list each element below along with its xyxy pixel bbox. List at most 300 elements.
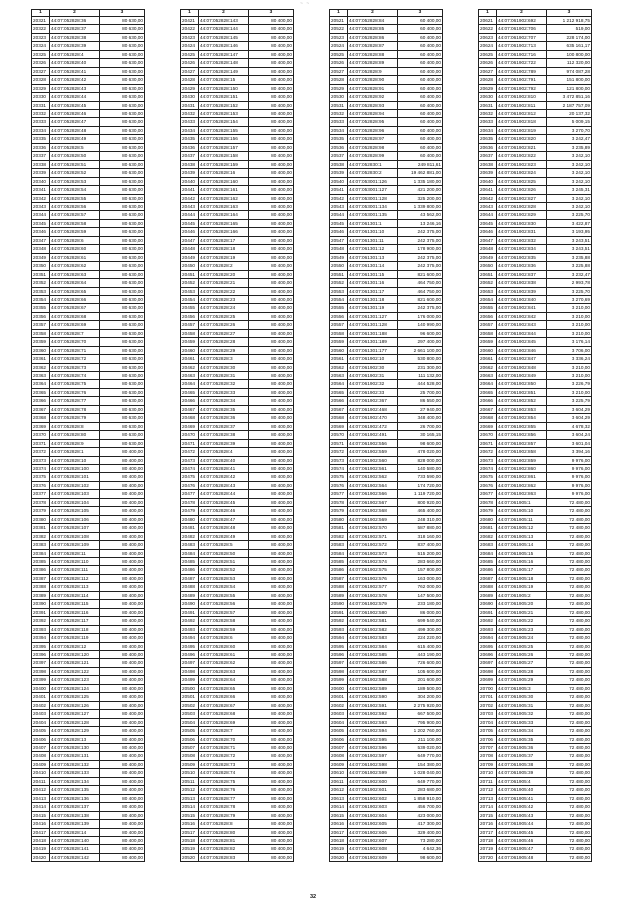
cadastral-value: 80 630,00 [100,109,145,117]
cadastral-value: 72 480,00 [547,591,592,599]
table-row [479,836,592,844]
table-row [330,718,443,726]
cadastral-number: 44:07:061902:585 [348,650,398,658]
table-row [330,279,443,287]
column-header-3: 3 [249,10,294,17]
cadastral-value: 96 600,00 [398,329,443,337]
cadastral-number: 44:07:052828:147 [199,50,249,58]
row-number: 20323 [32,33,50,41]
table-row [479,338,592,346]
table-row [32,828,145,836]
table-row [479,490,592,498]
cadastral-value: 80 630,00 [100,194,145,202]
row-number: 20477 [181,490,199,498]
row-number: 20657 [479,321,497,329]
cadastral-value: 30 165,15 [398,431,443,439]
cadastral-number: 44:07:053001:135 [348,211,398,219]
cadastral-number: 44:07:061902:561 [348,465,398,473]
cadastral-number: 44:07:052828:8 [199,820,249,828]
cadastral-number: 44:07:061902:862 [497,481,547,489]
row-number: 20582 [330,532,348,540]
cadastral-value: 80 400,00 [100,490,145,498]
row-number: 20611 [330,777,348,785]
table-row [32,617,145,625]
cadastral-value: 3 242,10 [547,202,592,210]
cadastral-value: 80 400,00 [100,803,145,811]
table-row [181,279,294,287]
cadastral-number: 44:07:061902:572 [348,541,398,549]
table-row [479,710,592,718]
table-row [330,287,443,295]
cadastral-number: 44:07:052828:5 [199,541,249,549]
cadastral-number: 44:07:052828:3 [199,355,249,363]
row-number: 20701 [479,693,497,701]
row-number: 20384 [32,549,50,557]
cadastral-number: 44:07:052828:151 [199,93,249,101]
table-row [181,355,294,363]
cadastral-value: 72 480,00 [547,760,592,768]
cadastral-number: 44:07:052828:132 [50,760,100,768]
cadastral-number: 44:07:061902:861 [497,473,547,481]
cadastral-value: 80 400,00 [249,143,294,151]
cadastral-value: 80 400,00 [249,67,294,75]
row-number: 20594 [330,634,348,642]
cadastral-value: 228 174,00 [547,33,592,41]
cadastral-number: 44:07:052828:83 [199,853,249,861]
table-row [181,727,294,735]
cadastral-value: 3 245,31 [547,186,592,194]
cadastral-number: 44:07:052828:92 [348,93,398,101]
row-number: 20541 [330,186,348,194]
table-row [181,388,294,396]
table-row [330,684,443,692]
row-number: 20649 [479,253,497,261]
cadastral-value: 80 400,00 [100,701,145,709]
row-number: 20335 [32,135,50,143]
row-number: 20619 [330,845,348,853]
cadastral-value: 80 400,00 [249,583,294,591]
cadastral-value: 72 480,00 [547,701,592,709]
cadastral-number: 44:07:061902:31 [348,372,398,380]
table-row [181,312,294,320]
cadastral-number: 44:07:061905:24 [497,634,547,642]
table-row [181,760,294,768]
row-number: 20695 [479,642,497,650]
table-row [181,219,294,227]
row-number: 20697 [479,659,497,667]
row-number: 20426 [181,59,199,67]
table-row [330,600,443,608]
cadastral-number: 44:07:052828:35 [199,405,249,413]
row-number: 20596 [330,650,348,658]
row-number: 20408 [32,752,50,760]
table-row [330,17,443,25]
column-header-3: 3 [547,10,592,17]
cadastral-number: 44:07:052828:24 [199,304,249,312]
cadastral-value: 80 630,00 [100,312,145,320]
table-row [330,465,443,473]
cadastral-value: 3 210,00 [547,312,592,320]
cadastral-number: 44:07:061902:713 [497,42,547,50]
cadastral-number: 44:07:061301:177 [348,346,398,354]
table-row [479,262,592,270]
table-row [32,769,145,777]
row-number: 20566 [330,397,348,405]
cadastral-value: 80 400,00 [249,853,294,861]
row-number: 20665 [479,388,497,396]
row-number: 20340 [32,177,50,185]
row-number: 20531 [330,101,348,109]
row-number: 20339 [32,169,50,177]
cadastral-number: 44:07:052828:43 [50,84,100,92]
row-number: 20363 [32,372,50,380]
cadastral-number: 44:07:052828:66 [50,295,100,303]
cadastral-value: 72 480,00 [547,642,592,650]
table-row [32,845,145,853]
cadastral-number: 44:07:052828:119 [50,634,100,642]
cadastral-value: 80 400,00 [249,76,294,84]
table-row [479,591,592,599]
table-row [32,718,145,726]
row-number: 20603 [330,710,348,718]
cadastral-value: 13 246,16 [398,219,443,227]
cadastral-value: 60 400,00 [398,109,443,117]
table-row [32,143,145,151]
cadastral-number: 44:07:052828:66 [199,693,249,701]
row-number: 20489 [181,591,199,599]
row-number: 20349 [32,253,50,261]
table-row [181,617,294,625]
cadastral-value: 762 000,00 [398,583,443,591]
table-row [330,659,443,667]
row-number: 20616 [330,820,348,828]
table-row [32,566,145,574]
cadastral-number: 44:07:061902:569 [348,515,398,523]
row-number: 20336 [32,143,50,151]
cadastral-number: 44:07:061902:586 [348,659,398,667]
row-number: 20374 [32,465,50,473]
cadastral-number: 44:07:052828:144 [199,25,249,33]
row-number: 20462 [181,363,199,371]
table-row [330,84,443,92]
row-number: 20519 [181,845,199,853]
cadastral-number: 44:07:061902:577 [348,583,398,591]
cadastral-number: 44:07:052828:19 [199,253,249,261]
cadastral-number: 44:07:061902:812 [497,109,547,117]
cadastral-number: 44:07:052828:51 [199,558,249,566]
cadastral-number: 44:07:061905:27 [497,659,547,667]
table-header-row [181,10,294,17]
row-number: 20696 [479,650,497,658]
cadastral-value: 5 009,15 [547,118,592,126]
table-row [181,600,294,608]
row-number: 20468 [181,414,199,422]
cadastral-number: 44:07:061902:33 [348,388,398,396]
cadastral-value: 60 400,00 [398,67,443,75]
cadastral-value: 80 400,00 [249,380,294,388]
table-row [181,549,294,557]
cadastral-number: 44:07:052828:77 [199,794,249,802]
cadastral-value: 1 339 800,00 [398,202,443,210]
row-number: 20437 [181,152,199,160]
row-number: 20333 [32,118,50,126]
cadastral-number: 44:07:052828:121 [50,659,100,667]
row-number: 20324 [32,42,50,50]
cadastral-number: 44:07:052828:118 [50,625,100,633]
cadastral-value: 80 630,00 [100,287,145,295]
table-row [330,448,443,456]
row-number: 20634 [479,126,497,134]
row-number: 20482 [181,532,199,540]
cadastral-number: 44:07:052828:44 [50,93,100,101]
row-number: 20327 [32,67,50,75]
cadastral-number: 44:07:061902:560 [348,456,398,464]
cadastral-number: 44:07:052828:37 [50,25,100,33]
row-number: 20658 [479,329,497,337]
cadastral-value: 3 472 851,16 [547,93,592,101]
row-number: 20716 [479,820,497,828]
table-row [32,177,145,185]
cadastral-value: 248 310,00 [398,515,443,523]
cadastral-number: 44:07:061905:42 [497,803,547,811]
row-number: 20546 [330,228,348,236]
cadastral-number: 44:07:052828:105 [50,507,100,515]
cadastral-number: 44:07:052828:31 [199,372,249,380]
table-row [479,659,592,667]
table-row [32,710,145,718]
cadastral-number: 44:07:052828:101 [50,473,100,481]
row-number: 20690 [479,600,497,608]
cadastral-value: 72 480,00 [547,786,592,794]
table-row [330,752,443,760]
row-number: 20687 [479,574,497,582]
cadastral-value: 80 400,00 [100,524,145,532]
row-number: 20685 [479,558,497,566]
cadastral-value: 80 400,00 [249,558,294,566]
cadastral-value: 224 220,00 [398,634,443,642]
table-row [479,236,592,244]
cadastral-value: 9 976,00 [547,490,592,498]
table-row [32,676,145,684]
row-number: 20351 [32,270,50,278]
cadastral-value: 444 528,00 [398,380,443,388]
row-number: 20522 [330,25,348,33]
table-row [32,346,145,354]
row-number: 20473 [181,456,199,464]
table-row [330,202,443,210]
cadastral-value: 3 235,88 [547,253,592,261]
cadastral-number: 44:07:052828:77 [50,397,100,405]
table-row [479,600,592,608]
cadastral-number: 44:07:061902:827 [497,194,547,202]
cadastral-number: 44:07:052828:69 [199,718,249,726]
cadastral-number: 44:07:052828:59 [199,625,249,633]
cadastral-number: 44:07:052828:157 [199,143,249,151]
cadastral-number: 44:07:052828:60 [199,642,249,650]
table-row [479,194,592,202]
table-row [181,202,294,210]
row-number: 20526 [330,59,348,67]
cadastral-number: 44:07:052828:29 [199,346,249,354]
cadastral-number: 44:07:052828:72 [199,752,249,760]
row-number: 20387 [32,574,50,582]
row-number: 20620 [330,853,348,861]
table-row [181,625,294,633]
cadastral-value: 80 400,00 [100,574,145,582]
table-row [330,676,443,684]
table-row [479,380,592,388]
cadastral-value: 72 480,00 [547,684,592,692]
table-row [181,50,294,58]
row-number: 20543 [330,202,348,210]
cadastral-value: 80 400,00 [100,836,145,844]
table-row [330,617,443,625]
cadastral-number: 44:07:061905:32 [497,710,547,718]
cadastral-value: 417 300,00 [398,820,443,828]
cadastral-value: 80 630,00 [100,346,145,354]
cadastral-value: 211 100,00 [398,735,443,743]
table-row [330,295,443,303]
table-row [181,634,294,642]
cadastral-value: 3 242,10 [547,177,592,185]
cadastral-value: 20 137,32 [547,109,592,117]
row-number: 20343 [32,202,50,210]
cadastral-number: 44:07:052828:50 [50,152,100,160]
table-row [330,625,443,633]
cadastral-number: 44:07:052828:2 [199,262,249,270]
cadastral-number: 44:07:061902:706 [497,25,547,33]
cadastral-value: 3 210,00 [547,363,592,371]
cadastral-number: 44:07:052828:54 [50,186,100,194]
table-row [32,422,145,430]
table-row [479,346,592,354]
cadastral-value: 80 400,00 [100,693,145,701]
table-row [32,101,145,109]
cadastral-value: 80 630,00 [100,143,145,151]
cadastral-number: 44:07:061902:854 [497,414,547,422]
table-row [32,456,145,464]
cadastral-value: 80 400,00 [249,456,294,464]
table-row [479,811,592,819]
cadastral-value: 189 500,00 [398,684,443,692]
cadastral-value: 615 400,00 [398,642,443,650]
cadastral-value: 80 400,00 [100,828,145,836]
table-row [330,667,443,675]
table-row [479,439,592,447]
column-header-3: 3 [100,10,145,17]
table-row [181,236,294,244]
cadastral-number: 44:07:061301:10 [348,228,398,236]
cadastral-number: 44:07:052828:124 [50,684,100,692]
cadastral-value: 80 400,00 [249,820,294,828]
table-row [181,684,294,692]
cadastral-value: 80 400,00 [249,355,294,363]
cadastral-value: 80 630,00 [100,219,145,227]
cadastral-number: 44:07:061902:581 [348,617,398,625]
table-row [479,329,592,337]
row-number: 20597 [330,659,348,667]
row-number: 20577 [330,490,348,498]
table-row [479,760,592,768]
cadastral-number: 44:07:052828:57 [199,608,249,616]
row-number: 20365 [32,388,50,396]
cadastral-number: 44:07:052828:75 [199,777,249,785]
table-row [32,803,145,811]
table-row [330,50,443,58]
cadastral-value: 80 400,00 [249,50,294,58]
cadastral-number: 44:07:061301:13 [348,253,398,261]
cadastral-number: 44:07:053001:128 [348,194,398,202]
row-number: 20503 [181,710,199,718]
cadastral-value: 80 400,00 [249,126,294,134]
row-number: 20540 [330,177,348,185]
cadastral-value: 72 480,00 [547,727,592,735]
cadastral-number: 44:07:052828:160 [199,177,249,185]
table-row [479,93,592,101]
table-row [181,25,294,33]
cadastral-value: 231 300,00 [398,363,443,371]
table-row [479,676,592,684]
cadastral-value: 80 630,00 [100,50,145,58]
cadastral-value: 80 400,00 [249,465,294,473]
cadastral-number: 44:07:061902:566 [348,490,398,498]
cadastral-number: 44:07:052828:108 [50,532,100,540]
table-row [32,735,145,743]
row-number: 20488 [181,583,199,591]
cadastral-value: 80 400,00 [249,431,294,439]
cadastral-number: 44:07:052828:68 [199,710,249,718]
table-row [181,439,294,447]
column-header-2: 2 [199,10,249,17]
row-number: 20542 [330,194,348,202]
cadastral-value: 72 480,00 [547,608,592,616]
cadastral-value: 80 400,00 [249,710,294,718]
row-number: 20497 [181,659,199,667]
row-number: 20572 [330,448,348,456]
row-number: 20720 [479,853,497,861]
table-row [330,329,443,337]
cadastral-value: 80 630,00 [100,253,145,261]
row-number: 20452 [181,279,199,287]
cadastral-number: 44:07:052828:41 [50,67,100,75]
cadastral-value: 60 400,00 [398,76,443,84]
table-row [330,811,443,819]
table-row [330,33,443,41]
row-number: 20617 [330,828,348,836]
row-number: 20326 [32,59,50,67]
table-row [32,93,145,101]
cadastral-value: 43 562,00 [398,211,443,219]
cadastral-number: 44:07:052828:44 [199,490,249,498]
cadastral-number: 44:07:052828:30 [199,363,249,371]
cadastral-value: 80 400,00 [100,591,145,599]
cadastral-number: 44:07:061905:23 [497,625,547,633]
table-row [181,532,294,540]
row-number: 20580 [330,515,348,523]
table-row [32,388,145,396]
row-number: 20595 [330,642,348,650]
cadastral-value: 2 993,78 [547,279,592,287]
table-row [32,727,145,735]
table-row [32,583,145,591]
row-number: 20487 [181,574,199,582]
cadastral-value: 80 400,00 [249,295,294,303]
row-number: 20507 [181,743,199,751]
cadastral-number: 44:07:061905:17 [497,566,547,574]
row-number: 20559 [330,338,348,346]
row-number: 20394 [32,634,50,642]
cadastral-value: 201 600,00 [398,676,443,684]
